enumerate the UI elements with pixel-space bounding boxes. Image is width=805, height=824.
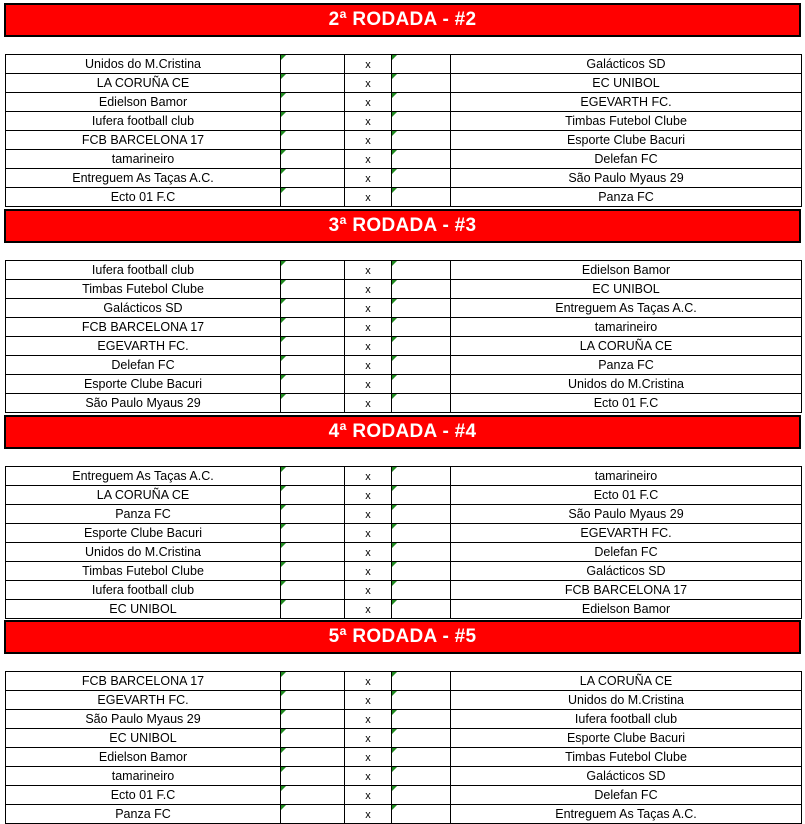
versus-label: x xyxy=(345,131,392,150)
versus-label: x xyxy=(345,93,392,112)
away-score-cell[interactable] xyxy=(392,337,451,356)
home-team: Galácticos SD xyxy=(6,299,281,318)
away-score-cell[interactable] xyxy=(392,188,451,207)
home-score-cell[interactable] xyxy=(281,486,345,505)
match-row xyxy=(6,786,802,805)
versus-label: x xyxy=(345,188,392,207)
away-score-cell[interactable] xyxy=(392,356,451,375)
versus-label: x xyxy=(345,318,392,337)
round-section xyxy=(4,620,801,821)
match-row xyxy=(6,188,802,207)
match-row xyxy=(6,729,802,748)
versus-label: x xyxy=(345,356,392,375)
home-team: São Paulo Myaus 29 xyxy=(6,710,281,729)
home-team: Esporte Clube Bacuri xyxy=(6,375,281,394)
home-score-cell[interactable] xyxy=(281,299,345,318)
match-row xyxy=(6,524,802,543)
match-row xyxy=(6,112,802,131)
versus-label: x xyxy=(345,672,392,691)
away-team: Galácticos SD xyxy=(451,767,802,786)
home-team: tamarineiro xyxy=(6,150,281,169)
home-team: Iufera football club xyxy=(6,581,281,600)
away-score-cell[interactable] xyxy=(392,767,451,786)
versus-label: x xyxy=(345,505,392,524)
match-row xyxy=(6,600,802,619)
home-team: EGEVARTH FC. xyxy=(6,691,281,710)
match-row xyxy=(6,562,802,581)
away-score-cell[interactable] xyxy=(392,729,451,748)
versus-label: x xyxy=(345,710,392,729)
home-score-cell[interactable] xyxy=(281,318,345,337)
home-score-cell[interactable] xyxy=(281,600,345,619)
match-row xyxy=(6,710,802,729)
away-score-cell[interactable] xyxy=(392,467,451,486)
match-row xyxy=(6,805,802,824)
home-team: FCB BARCELONA 17 xyxy=(6,672,281,691)
match-row xyxy=(6,150,802,169)
home-score-cell[interactable] xyxy=(281,169,345,188)
away-team: Esporte Clube Bacuri xyxy=(451,729,802,748)
away-team: Entreguem As Taças A.C. xyxy=(451,299,802,318)
match-row xyxy=(6,748,802,767)
home-team: São Paulo Myaus 29 xyxy=(6,394,281,413)
versus-label: x xyxy=(345,767,392,786)
home-score-cell[interactable] xyxy=(281,748,345,767)
away-team: FCB BARCELONA 17 xyxy=(451,581,802,600)
home-team: EC UNIBOL xyxy=(6,729,281,748)
versus-label: x xyxy=(345,691,392,710)
round-title: 3ª RODADA - #3 xyxy=(4,209,801,243)
match-row xyxy=(6,375,802,394)
home-team: Iufera football club xyxy=(6,261,281,280)
away-score-cell[interactable] xyxy=(392,131,451,150)
away-team: Delefan FC xyxy=(451,786,802,805)
away-team: Delefan FC xyxy=(451,150,802,169)
match-row xyxy=(6,394,802,413)
home-score-cell[interactable] xyxy=(281,131,345,150)
versus-label: x xyxy=(345,375,392,394)
round-section xyxy=(4,209,801,410)
match-row xyxy=(6,318,802,337)
away-score-cell[interactable] xyxy=(392,318,451,337)
home-team: Entreguem As Taças A.C. xyxy=(6,467,281,486)
home-score-cell[interactable] xyxy=(281,581,345,600)
away-score-cell[interactable] xyxy=(392,55,451,74)
home-team: Ecto 01 F.C xyxy=(6,188,281,207)
versus-label: x xyxy=(345,748,392,767)
away-score-cell[interactable] xyxy=(392,112,451,131)
away-score-cell[interactable] xyxy=(392,581,451,600)
match-row xyxy=(6,93,802,112)
away-team: Unidos do M.Cristina xyxy=(451,691,802,710)
away-team: LA CORUÑA CE xyxy=(451,672,802,691)
home-score-cell[interactable] xyxy=(281,691,345,710)
home-score-cell[interactable] xyxy=(281,710,345,729)
home-score-cell[interactable] xyxy=(281,562,345,581)
away-score-cell[interactable] xyxy=(392,524,451,543)
versus-label: x xyxy=(345,581,392,600)
away-team: EGEVARTH FC. xyxy=(451,93,802,112)
match-row xyxy=(6,672,802,691)
away-team: Entreguem As Taças A.C. xyxy=(451,805,802,824)
versus-label: x xyxy=(345,786,392,805)
fixtures-table xyxy=(5,466,802,619)
versus-label: x xyxy=(345,486,392,505)
home-score-cell[interactable] xyxy=(281,524,345,543)
away-team: tamarineiro xyxy=(451,318,802,337)
versus-label: x xyxy=(345,261,392,280)
home-team: Edielson Bamor xyxy=(6,93,281,112)
match-row xyxy=(6,337,802,356)
home-team: LA CORUÑA CE xyxy=(6,74,281,93)
away-score-cell[interactable] xyxy=(392,710,451,729)
versus-label: x xyxy=(345,74,392,93)
away-score-cell[interactable] xyxy=(392,394,451,413)
match-row xyxy=(6,581,802,600)
versus-label: x xyxy=(345,112,392,131)
home-score-cell[interactable] xyxy=(281,337,345,356)
away-team: EGEVARTH FC. xyxy=(451,524,802,543)
match-row xyxy=(6,131,802,150)
fixtures-table xyxy=(5,54,802,207)
round-title: 4ª RODADA - #4 xyxy=(4,415,801,449)
away-score-cell[interactable] xyxy=(392,748,451,767)
home-team: Esporte Clube Bacuri xyxy=(6,524,281,543)
home-score-cell[interactable] xyxy=(281,280,345,299)
away-team: Panza FC xyxy=(451,188,802,207)
home-team: Edielson Bamor xyxy=(6,748,281,767)
versus-label: x xyxy=(345,524,392,543)
away-team: Ecto 01 F.C xyxy=(451,486,802,505)
home-score-cell[interactable] xyxy=(281,786,345,805)
home-score-cell[interactable] xyxy=(281,150,345,169)
home-team: EC UNIBOL xyxy=(6,600,281,619)
away-team: Edielson Bamor xyxy=(451,600,802,619)
away-team: Edielson Bamor xyxy=(451,261,802,280)
home-score-cell[interactable] xyxy=(281,356,345,375)
away-score-cell[interactable] xyxy=(392,93,451,112)
home-score-cell[interactable] xyxy=(281,467,345,486)
versus-label: x xyxy=(345,150,392,169)
away-team: Delefan FC xyxy=(451,543,802,562)
away-score-cell[interactable] xyxy=(392,169,451,188)
versus-label: x xyxy=(345,729,392,748)
home-team: Entreguem As Taças A.C. xyxy=(6,169,281,188)
away-score-cell[interactable] xyxy=(392,562,451,581)
home-team: LA CORUÑA CE xyxy=(6,486,281,505)
home-score-cell[interactable] xyxy=(281,55,345,74)
match-row xyxy=(6,55,802,74)
away-score-cell[interactable] xyxy=(392,299,451,318)
versus-label: x xyxy=(345,299,392,318)
away-team: LA CORUÑA CE xyxy=(451,337,802,356)
home-team: FCB BARCELONA 17 xyxy=(6,318,281,337)
away-score-cell[interactable] xyxy=(392,375,451,394)
away-score-cell[interactable] xyxy=(392,786,451,805)
home-score-cell[interactable] xyxy=(281,505,345,524)
away-team: Timbas Futebol Clube xyxy=(451,748,802,767)
round-title: 5ª RODADA - #5 xyxy=(4,620,801,654)
home-team: tamarineiro xyxy=(6,767,281,786)
match-row xyxy=(6,543,802,562)
home-score-cell[interactable] xyxy=(281,729,345,748)
away-score-cell[interactable] xyxy=(392,543,451,562)
away-score-cell[interactable] xyxy=(392,505,451,524)
away-team: tamarineiro xyxy=(451,467,802,486)
away-score-cell[interactable] xyxy=(392,261,451,280)
round-section xyxy=(4,3,801,204)
away-team: Panza FC xyxy=(451,356,802,375)
home-score-cell[interactable] xyxy=(281,543,345,562)
versus-label: x xyxy=(345,562,392,581)
home-score-cell[interactable] xyxy=(281,672,345,691)
home-team: Unidos do M.Cristina xyxy=(6,55,281,74)
match-row xyxy=(6,169,802,188)
home-score-cell[interactable] xyxy=(281,805,345,824)
home-team: Unidos do M.Cristina xyxy=(6,543,281,562)
match-row xyxy=(6,261,802,280)
match-row xyxy=(6,74,802,93)
away-team: São Paulo Myaus 29 xyxy=(451,505,802,524)
away-score-cell[interactable] xyxy=(392,691,451,710)
home-team: FCB BARCELONA 17 xyxy=(6,131,281,150)
versus-label: x xyxy=(345,467,392,486)
away-team: São Paulo Myaus 29 xyxy=(451,169,802,188)
away-team: Timbas Futebol Clube xyxy=(451,112,802,131)
away-team: Galácticos SD xyxy=(451,55,802,74)
away-score-cell[interactable] xyxy=(392,672,451,691)
home-score-cell[interactable] xyxy=(281,74,345,93)
versus-label: x xyxy=(345,280,392,299)
match-row xyxy=(6,467,802,486)
match-row xyxy=(6,299,802,318)
versus-label: x xyxy=(345,169,392,188)
versus-label: x xyxy=(345,805,392,824)
home-team: Iufera football club xyxy=(6,112,281,131)
home-team: Timbas Futebol Clube xyxy=(6,562,281,581)
home-team: Panza FC xyxy=(6,805,281,824)
away-team: Unidos do M.Cristina xyxy=(451,375,802,394)
match-row xyxy=(6,356,802,375)
home-score-cell[interactable] xyxy=(281,767,345,786)
home-score-cell[interactable] xyxy=(281,93,345,112)
round-title: 2ª RODADA - #2 xyxy=(4,3,801,37)
match-row xyxy=(6,280,802,299)
away-team: EC UNIBOL xyxy=(451,280,802,299)
away-score-cell[interactable] xyxy=(392,805,451,824)
away-score-cell[interactable] xyxy=(392,150,451,169)
away-score-cell[interactable] xyxy=(392,600,451,619)
versus-label: x xyxy=(345,543,392,562)
away-team: Ecto 01 F.C xyxy=(451,394,802,413)
away-team: Iufera football club xyxy=(451,710,802,729)
versus-label: x xyxy=(345,600,392,619)
match-row xyxy=(6,486,802,505)
away-team: Esporte Clube Bacuri xyxy=(451,131,802,150)
home-team: Delefan FC xyxy=(6,356,281,375)
match-row xyxy=(6,767,802,786)
home-team: Panza FC xyxy=(6,505,281,524)
match-row xyxy=(6,505,802,524)
home-team: EGEVARTH FC. xyxy=(6,337,281,356)
match-row xyxy=(6,691,802,710)
fixtures-table xyxy=(5,671,802,824)
home-team: Timbas Futebol Clube xyxy=(6,280,281,299)
home-score-cell[interactable] xyxy=(281,261,345,280)
home-team: Ecto 01 F.C xyxy=(6,786,281,805)
versus-label: x xyxy=(345,55,392,74)
away-score-cell[interactable] xyxy=(392,74,451,93)
round-section xyxy=(4,415,801,616)
home-score-cell[interactable] xyxy=(281,394,345,413)
home-score-cell[interactable] xyxy=(281,112,345,131)
home-score-cell[interactable] xyxy=(281,188,345,207)
away-team: Galácticos SD xyxy=(451,562,802,581)
fixtures-table xyxy=(5,260,802,413)
away-score-cell[interactable] xyxy=(392,486,451,505)
away-team: EC UNIBOL xyxy=(451,74,802,93)
versus-label: x xyxy=(345,394,392,413)
home-score-cell[interactable] xyxy=(281,375,345,394)
versus-label: x xyxy=(345,337,392,356)
away-score-cell[interactable] xyxy=(392,280,451,299)
